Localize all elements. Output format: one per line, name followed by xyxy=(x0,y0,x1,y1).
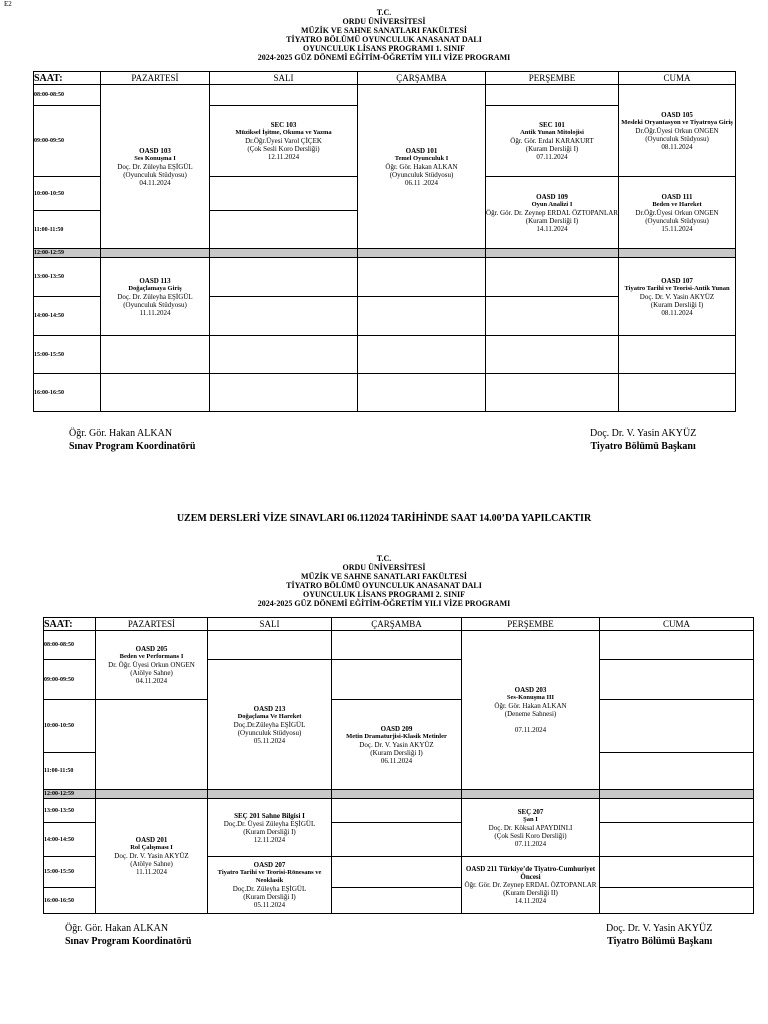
empty-cell xyxy=(600,799,754,823)
empty-cell xyxy=(600,700,754,753)
instructor: Öğr. Gör. Dr. Zeynep ERDAL ÖZTOPANLAR xyxy=(486,208,618,217)
exam-date: 14.11.2024 xyxy=(514,897,547,905)
empty-cell xyxy=(101,374,210,412)
course-code: OASD 207 xyxy=(253,861,286,869)
empty-cell xyxy=(600,857,754,888)
course-code: OASD 211 Türkiye’de Tiyatro-Cumhuriyet Öncesi xyxy=(465,865,596,881)
empty-cell xyxy=(600,888,754,914)
instructor: Doç.Dr.Züleyha EŞİGÜL xyxy=(233,720,306,729)
instructor: Doç.Dr. Züleyha EŞİGÜL xyxy=(232,885,307,893)
instructor: Dr.Öğr.Üyesi Orkun ONGEN xyxy=(635,126,719,135)
course-name: Rol Çalışması I xyxy=(130,844,173,851)
program2-header xyxy=(0,554,768,608)
saat-header: SAAT: xyxy=(34,72,101,85)
course-code: OASD 105 xyxy=(661,110,693,119)
exam-cell-oasd203 xyxy=(462,631,600,790)
day-header-thursday: PERŞEMBE xyxy=(486,72,619,85)
course-name: Tiyatro Tarihi ve Teorisi-Antik Yunan xyxy=(624,284,730,292)
course-name: Ses-Konuşma III xyxy=(506,694,555,701)
header-line: OYUNCULUK LİSANS PROGRAMI 2. SINIF xyxy=(302,590,465,599)
exam-date: 08.11.2024 xyxy=(661,142,693,151)
course-code: SEC 103 xyxy=(270,121,297,129)
header-line: T.C. xyxy=(376,554,392,563)
time-slot: 11:00-11:50 xyxy=(44,753,96,790)
instructor: Doç. Dr. Züleyha EŞİGÜL xyxy=(117,162,193,171)
course-code: SEÇ 207 xyxy=(517,807,544,816)
lunch-cell xyxy=(96,790,208,799)
course-name: Müziksel İşitme, Okuma ve Yazma xyxy=(235,129,332,136)
header-line: ORDU ÜNİVERSİTESİ xyxy=(342,17,426,26)
time-slot: 16:00-16:50 xyxy=(44,888,96,914)
exam-date: 05.11.2024 xyxy=(253,736,286,745)
exam-date: 11.11.2024 xyxy=(139,308,171,317)
course-name: Mesleki Oryantasyon ve Tiyatroya Giriş xyxy=(621,118,733,126)
exam-cell-sec201 xyxy=(208,799,332,857)
day-header-friday: CUMA xyxy=(619,72,736,85)
empty-cell xyxy=(332,660,462,700)
lunch-cell xyxy=(210,249,358,258)
course-name: Doğaçlamaya Giriş xyxy=(128,284,182,292)
instructor: Öğr. Gör. Hakan ALKAN xyxy=(494,702,567,710)
course-name: Metin Dramaturjisi-Klasik Metinler xyxy=(346,732,447,740)
empty-cell xyxy=(358,297,486,336)
course-name: Beden ve Performans I xyxy=(119,653,184,660)
signer-name: Doç. Dr. V. Yasin AKYÜZ xyxy=(590,428,697,439)
time-slot: 08:00-08:50 xyxy=(34,85,101,106)
room: (Çok Sesli Koro Dersliği) xyxy=(247,145,320,153)
signer-role: Sınav Program Koordinatörü xyxy=(69,441,196,452)
room: (Deneme Sahnesi) xyxy=(504,710,557,718)
signer-name: Doç. Dr. V. Yasin AKYÜZ xyxy=(606,923,713,934)
lunch-cell xyxy=(619,249,736,258)
header-line: T.C. xyxy=(376,8,392,17)
course-code: OASD 101 xyxy=(405,146,438,155)
time-slot: 16:00-16:50 xyxy=(34,374,101,412)
room: (Oyunculuk Stüdyosu) xyxy=(237,728,302,737)
instructor: Doç. Dr. Züleyha EŞİGÜL xyxy=(117,292,193,301)
room: (Kuram Dersliği I) xyxy=(650,300,704,309)
empty-cell xyxy=(210,297,358,336)
time-slot-lunch: 12:00-12:59 xyxy=(34,249,101,258)
exam-cell-oasd111 xyxy=(619,177,736,249)
schedule-table-1 xyxy=(33,71,736,412)
course-code: OASD 113 xyxy=(139,276,171,285)
exam-cell-oasd105 xyxy=(619,85,736,177)
signature-coordinator-1 xyxy=(69,427,195,453)
lunch-cell xyxy=(462,790,600,799)
empty-cell xyxy=(486,336,619,374)
time-slot: 15:00-15:50 xyxy=(44,857,96,888)
empty-cell xyxy=(332,857,462,888)
course-code: OASD 103 xyxy=(139,146,171,155)
signer-name: Öğr. Gör. Hakan ALKAN xyxy=(69,428,173,439)
instructor: Doç. Dr. V. Yasin AKYÜZ xyxy=(114,852,189,860)
course-code: OASD 111 xyxy=(661,192,693,201)
room: (Atölye Sahne) xyxy=(130,669,173,677)
exam-date: 05.11.2024 xyxy=(253,901,286,909)
exam-date: 06.11 .2024 xyxy=(405,178,438,187)
instructor: Doç. Dr. V. Yasin AKYÜZ xyxy=(359,740,434,749)
empty-cell xyxy=(486,297,619,336)
empty-cell xyxy=(600,823,754,857)
empty-cell xyxy=(600,631,754,660)
header-line: ORDU ÜNİVERSİTESİ xyxy=(342,563,426,572)
empty-cell xyxy=(332,631,462,660)
course-name: Temel Oyunculuk I xyxy=(394,154,449,162)
room: (Atölye Sahne) xyxy=(130,860,173,868)
lunch-cell xyxy=(486,249,619,258)
day-header-friday: CUMA xyxy=(600,618,754,631)
time-slot: 14:00-14:50 xyxy=(34,297,101,336)
room: (Kuram Dersliği I) xyxy=(370,748,423,757)
room: (Kuram Dersliği II) xyxy=(503,889,558,897)
day-header-monday: PAZARTESİ xyxy=(96,618,208,631)
exam-cell-oasd103 xyxy=(101,85,210,249)
time-slot: 10:00-10:50 xyxy=(44,700,96,753)
exam-date: 08.11.2024 xyxy=(661,308,693,317)
exam-cell-sec207 xyxy=(462,799,600,857)
day-header-wednesday: ÇARŞAMBA xyxy=(332,618,462,631)
exam-date: 07.11.2024 xyxy=(514,726,547,734)
exam-date: 07.11.2024 xyxy=(514,839,547,848)
header-line: TİYATRO BÖLÜMÜ OYUNCULUK ANASANAT DALI xyxy=(286,581,482,590)
empty-cell xyxy=(358,336,486,374)
time-slot: 15:00-15:50 xyxy=(34,336,101,374)
signer-role: Tiyatro Bölümü Başkanı xyxy=(590,441,696,452)
saat-header: SAAT: xyxy=(44,618,96,631)
course-name: Antik Yunan Mitolojisi xyxy=(520,129,584,136)
lunch-cell xyxy=(358,249,486,258)
instructor: Dr.Öğr.Üyesi Orkun ONGEN xyxy=(635,208,719,217)
course-code: OASD 209 xyxy=(380,724,413,733)
lunch-cell xyxy=(600,790,754,799)
course-name: Ses Konuşma I xyxy=(134,154,176,162)
instructor: Öğr. Gör. Erdal KARAKURT xyxy=(510,137,594,145)
exam-date: 15.11.2024 xyxy=(661,224,693,233)
instructor: Doç.Dr. Üyesi Züleyha EŞİGÜL xyxy=(223,819,316,828)
course-code: OASD 107 xyxy=(661,276,693,285)
day-header-tuesday: SALI xyxy=(208,618,332,631)
course-code: OASD 109 xyxy=(536,192,568,201)
signer-name: Öğr. Gör. Hakan ALKAN xyxy=(65,923,169,934)
room: (Kuram Dersliği I) xyxy=(525,145,579,153)
course-code: OASD 203 xyxy=(514,686,547,694)
course-code: SEÇ 201 Sahne Bilgisi I xyxy=(234,811,305,820)
course-code: OASD 205 xyxy=(135,645,168,653)
empty-cell xyxy=(358,258,486,297)
signature-head-2 xyxy=(606,922,712,948)
exam-cell-oasd107 xyxy=(619,258,736,336)
course-name: Doğaçlama Ve Hareket xyxy=(237,712,302,720)
exam-cell-oasd101 xyxy=(358,85,486,249)
course-name: Beden ve Hareket xyxy=(652,200,702,208)
header-line: MÜZİK VE SAHNE SANATLARI FAKÜLTESİ xyxy=(301,572,467,581)
exam-cell-oasd213 xyxy=(208,660,332,790)
exam-date: 12.11.2024 xyxy=(253,835,286,844)
exam-date: 11.11.2024 xyxy=(136,868,167,876)
empty-cell xyxy=(486,374,619,412)
day-header-tuesday: SALI xyxy=(210,72,358,85)
signer-role: Tiyatro Bölümü Başkanı xyxy=(607,936,713,947)
exam-cell-oasd209 xyxy=(332,700,462,790)
empty-cell xyxy=(210,211,358,249)
instructor: Öğr. Gör. Dr. Zeynep ERDAL ÖZTOPANLAR xyxy=(464,881,597,889)
time-slot: 13:00-13:50 xyxy=(44,799,96,823)
room: (Çok Sesli Koro Dersliği) xyxy=(494,831,567,840)
course-name: Şan I xyxy=(523,815,538,823)
empty-cell xyxy=(96,700,208,790)
empty-cell xyxy=(210,85,358,106)
exam-date: 12.11.2024 xyxy=(267,153,300,161)
instructor: Dr. Öğr. Üyesi Orkun ONGEN xyxy=(108,661,195,669)
header-line: TİYATRO BÖLÜMÜ OYUNCULUK ANASANAT DALI xyxy=(286,35,482,44)
day-header-thursday: PERŞEMBE xyxy=(462,618,600,631)
course-code: OASD 213 xyxy=(253,704,286,713)
exam-cell-oasd207 xyxy=(208,857,332,914)
day-header-wednesday: ÇARŞAMBA xyxy=(358,72,486,85)
room: (Oyunculuk Stüdyosu) xyxy=(389,170,454,179)
empty-cell xyxy=(332,888,462,914)
time-slot: 13:00-13:50 xyxy=(34,258,101,297)
empty-cell xyxy=(210,336,358,374)
room: (Kuram Dersliği I) xyxy=(525,216,579,225)
time-slot: 09:00-09:50 xyxy=(44,660,96,700)
exam-cell-oasd211 xyxy=(462,857,600,914)
room: (Oyunculuk Stüdyosu) xyxy=(123,300,187,309)
exam-cell-oasd109 xyxy=(486,177,619,249)
signature-coordinator-2 xyxy=(65,922,191,948)
header-line: 2024-2025 GÜZ DÖNEMİ EĞİTİM-ÖĞRETİM YILI VİZE PROGRAMI xyxy=(257,599,511,608)
instructor: Doç. Dr. Köksal APAYDINLI xyxy=(488,823,573,832)
room: (Oyunculuk Stüdyosu) xyxy=(645,216,709,225)
schedule-table-2 xyxy=(43,617,754,914)
instructor: Dr.Öğr.Üyesi Varol ÇİÇEK xyxy=(245,137,322,145)
exam-cell-oasd113 xyxy=(101,258,210,336)
time-slot: 14:00-14:50 xyxy=(44,823,96,857)
instructor: Doç. Dr. V. Yasin AKYÜZ xyxy=(639,292,715,301)
lunch-cell xyxy=(208,790,332,799)
empty-cell xyxy=(600,753,754,790)
uzem-notice: UZEM DERSLERİ VİZE SINAVLARI 06.112024 TARİHİNDE SAAT 14.00’DA YAPILCAKTIR xyxy=(176,513,592,524)
page-code: E2 xyxy=(4,0,12,8)
empty-cell xyxy=(332,799,462,823)
empty-cell xyxy=(486,258,619,297)
exam-cell-sec101 xyxy=(486,106,619,177)
course-code: OASD 201 xyxy=(135,836,168,844)
room: (Oyunculuk Stüdyosu) xyxy=(645,134,709,143)
lunch-cell xyxy=(332,790,462,799)
time-slot: 10:00-10:50 xyxy=(34,177,101,211)
time-slot: 08:00-08:50 xyxy=(44,631,96,660)
course-name: Oyun Analizi I xyxy=(531,200,573,208)
empty-cell xyxy=(600,660,754,700)
room: (Kuram Dersliği I) xyxy=(243,827,296,836)
empty-cell xyxy=(619,336,736,374)
program1-header xyxy=(0,8,768,62)
instructor: Öğr. Gör. Hakan ALKAN xyxy=(385,162,458,171)
exam-cell-oasd201 xyxy=(96,799,208,914)
empty-cell xyxy=(210,374,358,412)
exam-date: 04.11.2024 xyxy=(139,178,171,187)
signature-head-1 xyxy=(590,427,696,453)
lunch-cell xyxy=(101,249,210,258)
day-header-monday: PAZARTESİ xyxy=(101,72,210,85)
time-slot: 11:00-11:50 xyxy=(34,211,101,249)
empty-cell xyxy=(101,336,210,374)
exam-date: 07.11.2024 xyxy=(536,153,568,161)
empty-cell xyxy=(210,177,358,211)
empty-cell xyxy=(208,631,332,660)
exam-cell-oasd205 xyxy=(96,631,208,700)
empty-cell xyxy=(619,374,736,412)
empty-cell xyxy=(210,258,358,297)
empty-cell xyxy=(358,374,486,412)
exam-cell-sec103 xyxy=(210,106,358,177)
empty-cell xyxy=(332,823,462,857)
header-line: MÜZİK VE SAHNE SANATLARI FAKÜLTESİ xyxy=(301,26,467,35)
header-line: 2024-2025 GÜZ DÖNEMİ EĞİTİM-ÖĞRETİM YILI VİZE PROGRAMI xyxy=(257,53,511,62)
empty-cell xyxy=(486,85,619,106)
room: (Oyunculuk Stüdyosu) xyxy=(123,170,187,179)
course-code: SEC 101 xyxy=(539,121,565,129)
course-name: Tiyatro Tarihi ve Teorisi-Rönesans ve Neoklasik xyxy=(217,869,322,884)
header-line: OYUNCULUK LİSANS PROGRAMI 1. SINIF xyxy=(302,44,465,53)
exam-date: 04.11.2024 xyxy=(135,677,168,685)
time-slot-lunch: 12:00-12:59 xyxy=(44,790,96,799)
room: (Kuram Dersliği I) xyxy=(243,893,296,901)
exam-date: 14.11.2024 xyxy=(536,224,568,233)
time-slot: 09:00-09:50 xyxy=(34,106,101,177)
signer-role: Sınav Program Koordinatörü xyxy=(65,936,192,947)
exam-date: 06.11.2024 xyxy=(380,756,413,765)
